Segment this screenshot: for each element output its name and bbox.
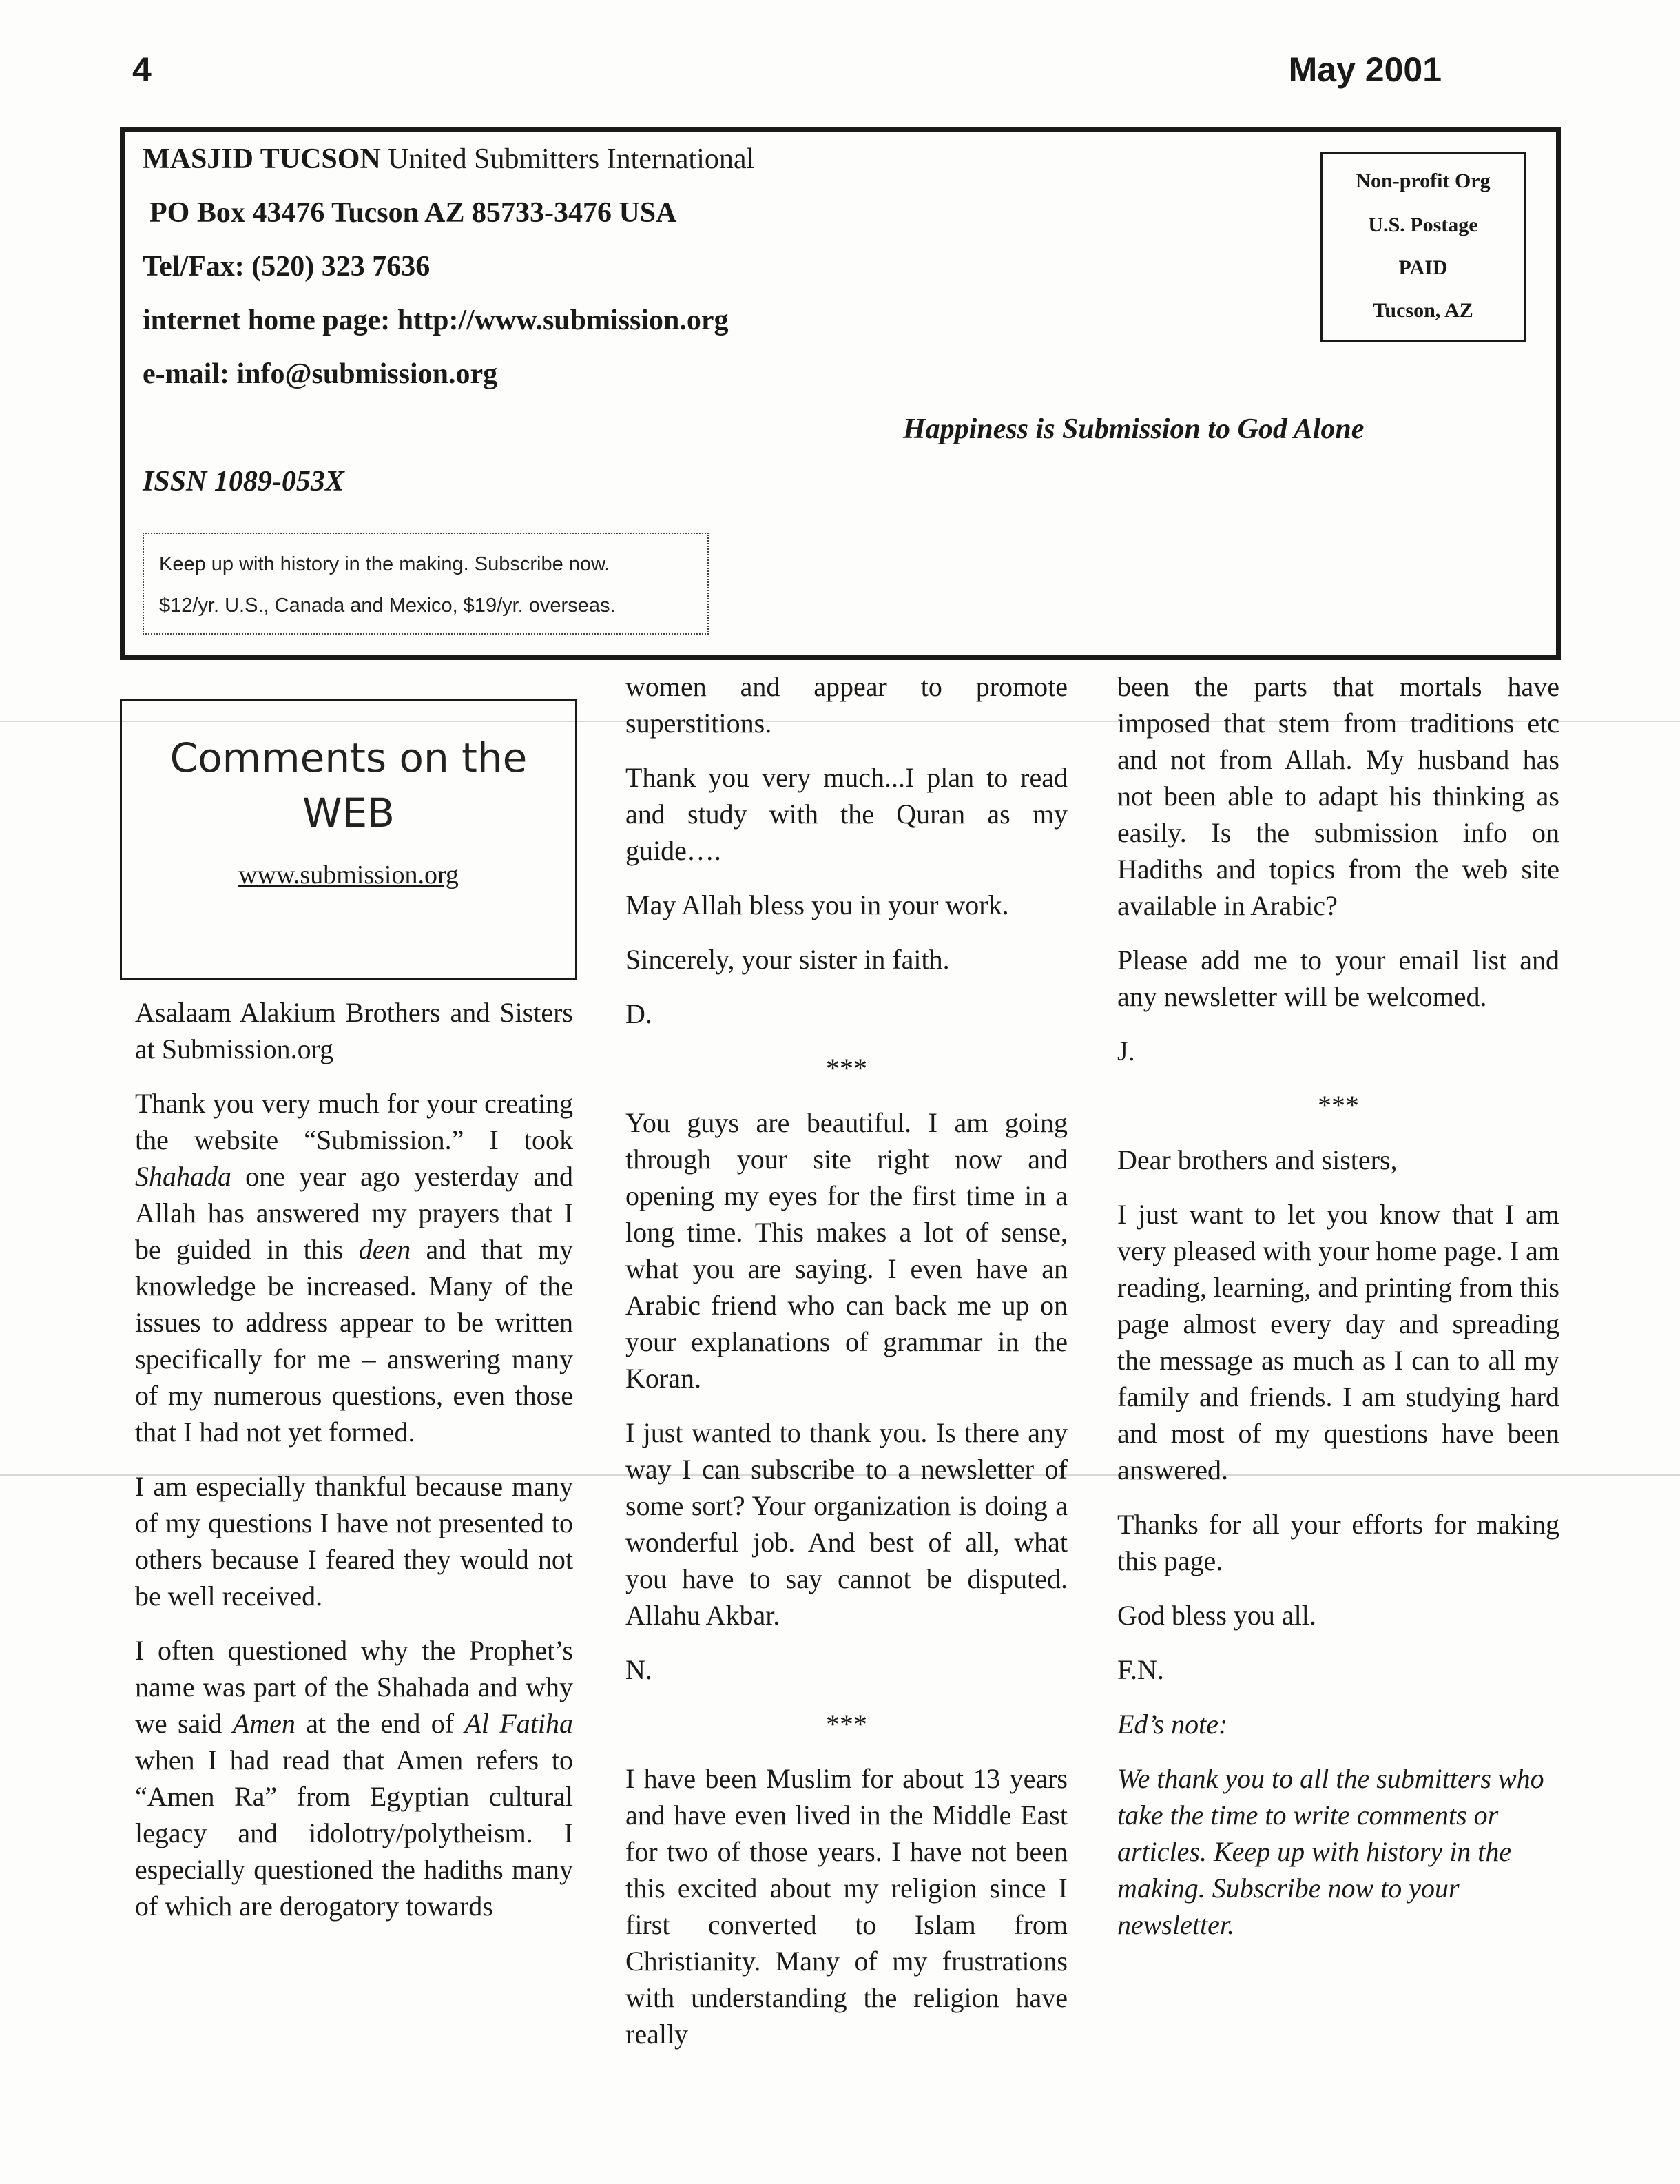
paragraph: You guys are beautiful. I am going through your site right now and opening my eyes for the first time in a long time. This makes a lot of sense, what you are saying. I even have an Arabic friend who can back me up on your explanations of grammar in the Koran. <box>625 1107 1068 1394</box>
paragraph: women and appear to promote superstitions. <box>625 671 1068 739</box>
email-link[interactable]: e-mail: info@submission.org <box>143 358 498 390</box>
paragraph: I have been Muslim for about 13 years and have even lived in the Middle East for two of those years. I have not been this excited about my religion since I first converted to Islam from Christianity. Many of my frustrations with understanding the religion have really <box>625 1763 1068 2050</box>
paragraph: I just want to let you know that I am very pleased with your home page. I am reading, learning, and printing from this page almost every day and spreading the message as much as I can to all my family and friends. I am studying hard and most of my questions have been answered. <box>1117 1199 1560 1485</box>
postage-line: PAID <box>1398 256 1448 279</box>
postage-indicia <box>1320 152 1526 342</box>
signature: J. <box>1117 1036 1135 1067</box>
subscribe-prices: $12/yr. U.S., Canada and Mexico, $19/yr. overseas. <box>159 595 616 617</box>
postal-address: PO Box 43476 Tucson AZ 85733-3476 USA <box>149 197 677 229</box>
column-2 <box>625 668 1068 2070</box>
signature: N. <box>625 1654 652 1685</box>
column-1 <box>135 994 573 1942</box>
paragraph: Thank you very much...I plan to read and study with the Quran as my guide…. <box>625 762 1068 866</box>
tel-fax: Tel/Fax: (520) 323 7636 <box>143 251 431 282</box>
org-line <box>143 143 754 176</box>
paragraph: I am especially thankful because many of my questions I have not presented to others because I feared they would not be well received. <box>135 1471 573 1611</box>
paragraph: Asalaam Alakium Brothers and Sisters at Submission.org <box>135 997 573 1064</box>
paragraph: been the parts that mortals have imposed that stem from traditions etc and not from Allah. My husband has not been able to adapt his thinking as easily. Is the submission info on Hadiths and topics from the web site available in Arabic? <box>1117 671 1559 921</box>
signature: D. <box>625 998 652 1029</box>
org-subtitle: United Submitters International <box>388 143 755 175</box>
paragraph: Thanks for all your efforts for making this page. <box>1117 1509 1559 1576</box>
paragraph: Thank you very much for your creating the website “Submission.” I took Shahada one year ago yesterday and Allah has answered my prayers that I be guided in this deen and that my knowledge be increased. Many of the issues to address appear to be written specifically for me – answering many of my numerous questions, even those that I had not yet formed. <box>135 1088 573 1448</box>
separator-stars: *** <box>826 1709 867 1740</box>
separator-stars: *** <box>826 1053 867 1084</box>
paragraph: Dear brothers and sisters, <box>1117 1144 1398 1175</box>
home-page-link[interactable]: internet home page: http://www.submission.org <box>143 305 729 336</box>
paragraph: Please add me to your email list and any newsletter will be welcomed. <box>1117 945 1559 1012</box>
paragraph: I just wanted to thank you. Is there any way I can subscribe to a newsletter of some sort? Your organization is doing a wonderful job. And best of all, what you have to say cannot be disputed. Allahu Akbar. <box>625 1417 1068 1631</box>
website-link[interactable]: www.submission.org <box>238 861 459 889</box>
section-title: Comments on the WEB <box>169 734 528 836</box>
issn: ISSN 1089-053X <box>143 466 344 497</box>
mailing-box <box>120 127 1561 660</box>
motto: Happiness is Submission to God Alone <box>903 413 1365 445</box>
page-number: 4 <box>132 50 152 89</box>
subscribe-line: Keep up with history in the making. Subscribe now. <box>159 553 610 575</box>
comments-heading-box <box>120 699 577 980</box>
subscribe-box <box>143 533 709 635</box>
separator-stars: *** <box>1318 1090 1359 1121</box>
postage-line: Tucson, AZ <box>1373 299 1473 322</box>
editors-note: We thank you to all the submitters who take the time to write comments or articles. Keep up with history in the making. Subscribe now to your newsletter. <box>1117 1763 1544 1940</box>
paragraph: I often questioned why the Prophet’s name was part of the Shahada and why we said Amen at the end of Al Fatiha when I had read that Amen refers to “Amen Ra” from Egyptian cultural legacy and idolotry/polytheism. I especially questioned the hadiths many of which are derogatory towards <box>135 1635 573 1922</box>
signature: F.N. <box>1117 1654 1164 1685</box>
postage-line: Non-profit Org <box>1356 169 1491 192</box>
column-3 <box>1117 668 1559 1961</box>
org-name: MASJID TUCSON <box>143 143 381 175</box>
issue-date: May 2001 <box>1288 50 1442 89</box>
paragraph: God bless you all. <box>1117 1600 1316 1631</box>
editors-note-label: Ed’s note: <box>1117 1709 1228 1740</box>
paragraph: May Allah bless you in your work. <box>625 889 1009 920</box>
paragraph: Sincerely, your sister in faith. <box>625 944 950 975</box>
postage-line: U.S. Postage <box>1368 214 1478 236</box>
